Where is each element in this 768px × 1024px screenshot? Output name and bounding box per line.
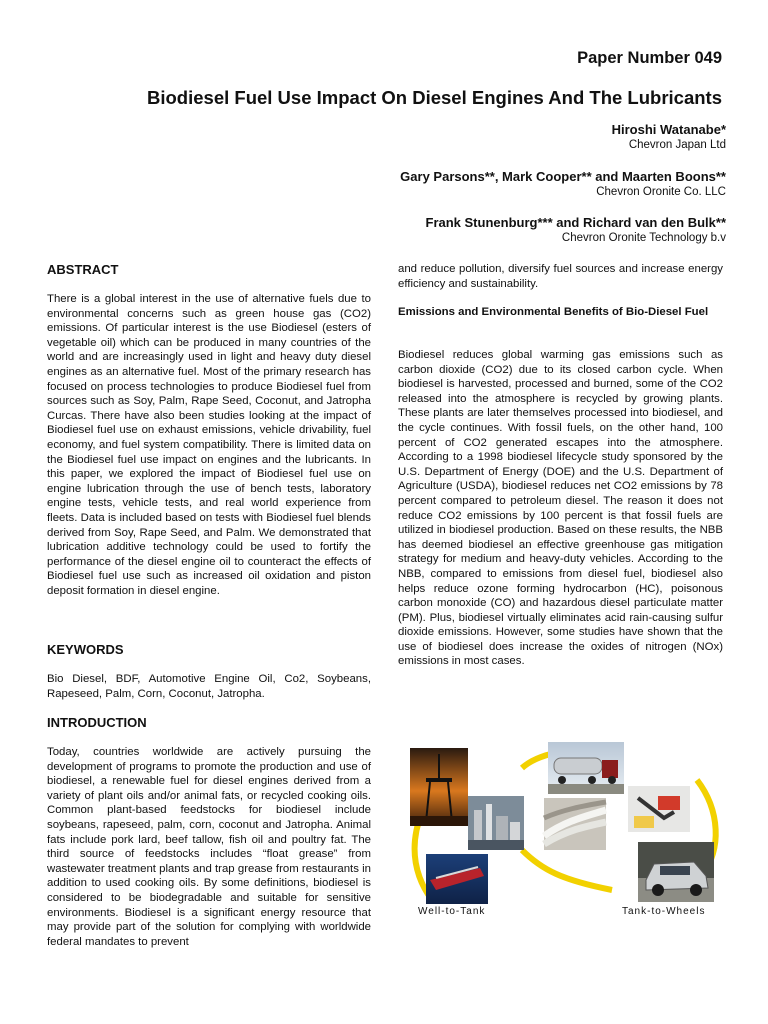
figure-illustration (402, 740, 732, 905)
author-names: Frank Stunenburg*** and Richard van den Bulk** (425, 215, 726, 230)
author-names: Gary Parsons**, Mark Cooper** and Maarten Boons** (400, 169, 726, 184)
tanker-truck-photo (548, 742, 624, 794)
author-block-3 (426, 215, 727, 244)
introduction-continued-text: and reduce pollution, diversify fuel sources and increase energy efficiency and sustainability. (398, 263, 723, 290)
author-block-1 (612, 122, 726, 151)
abstract-heading: ABSTRACT (47, 262, 119, 277)
introduction-text: Today, countries worldwide are actively pursuing the development of programs to promote the production and use of biodiesel, a renewable fuel for diesel engines derived from a variety of plant oils and/or animal fats, or recycled cooking oils. Common plant-based feedstocks for biodiesel include soybeans, rapeseed, palm, corn, coconut and Jatropha. Animal fats include pork lard, beef tallow, fish oil and poultry fat. The third source of feedstocks includes “float grease” from wastewater treatment plants and trap grease from restaurants in addition to used cooking oils. By some definitions, biodiesel is considered to be biodegradable and suitable for sensitive environments. Biodiesel is a significant energy resource that may provide part of the solution for complying with worldwide federal mandates to prevent (47, 746, 371, 948)
tanker-ship-photo (426, 854, 488, 904)
refinery-photo (468, 796, 524, 850)
suv-photo (638, 842, 714, 902)
abstract-text: There is a global interest in the use of alternative fuels due to environmental concerns such as green house gas (CO2) emissions. Of particular interest is the use Biodiesel (esters of vegetable oil) which can be produced in many countries of the world and are increasingly used in light and heavy duty diesel engines as an alternative fuel. Most of the primary research has focused on process technologies to produce Biodiesel fuel from sources such as Soy, Palm, Rape Seed, Coconut, and Jatropha Curcas. There have also been studies looking at the impact of Biodiesel fuel use on exhaust emissions, vehicle drivability, fuel economy, and fuel system compatibility. There is limited data on the Biodiesel fuel use impact on engines and the lubricants. In this paper, we explored the impact of Biodiesel fuel use on engine lubrication through the use of bench tests, laboratory engine tests, vehicle tests, and real world experience from fleets. Data is included based on tests with Biodiesel fuel blends derived from Soy, Rape Seed, and Palm. We demonstrated that lubrication additive technology could be used to fortify the performance of the diesel engine oil to counteract the effects of Biodiesel fuel use such as increased oil oxidation and piston deposit formation in diesel engine. (47, 293, 371, 597)
author-names: Hiroshi Watanabe* (611, 122, 726, 137)
paper-number: Paper Number 049 (577, 49, 722, 67)
emissions-heading: Emissions and Environmental Benefits of Bio-Diesel Fuel (398, 306, 709, 318)
author-affiliation: Chevron Oronite Technology b.v (561, 232, 726, 244)
figure-caption-left: Well-to-Tank (418, 906, 486, 917)
figure-caption-right: Tank-to-Wheels (622, 906, 706, 917)
emissions-text: Biodiesel reduces global warming gas emissions such as carbon dioxide (CO2) due to its closed carbon cycle. When biodiesel is harvested, processed and burned, some of the CO2 released into the atmosphere is recycled by growing plants. These plants are later themselves processed into biodiesel, and the cycle continues. With fossil fuels, on the other hand, 100 percent of CO2 generated escapes into the atmosphere. According to a 1998 biodiesel lifecycle study sponsored by the U.S. Department of Energy (DOE) and the U.S. Department of Agriculture (USDA), biodiesel reduces net CO2 emissions by 78 percent compared to petroleum diesel. The reason it does not reduce CO2 emissions by 100 percent is that fossil fuels are utilized in biodiesel production. Based on these results, the NBB has deemed biodiesel an effective greenhouse gas mitigation strategy for medium and heavy-duty vehicles. According to the NBB, compared to emissions from diesel fuel, biodiesel also helps reduce ozone forming hydrocarbon (HC), poisonous carbon monoxide (CO) and hazardous diesel particulate matter (PM). Plus, biodiesel virtually eliminates acid rain-causing sulfur dioxide emissions. However, some studies have shown that the use of biodiesel does increase the oxides of nitrogen (NOx) emissions in most cases. (398, 349, 723, 668)
author-affiliation: Chevron Oronite Co. LLC (596, 186, 726, 198)
keywords-text: Bio Diesel, BDF, Automotive Engine Oil, Co2, Soybeans, Rapeseed, Palm, Corn, Coconut, Jatropha. (47, 673, 371, 700)
keywords-heading: KEYWORDS (47, 642, 124, 657)
fuel-pump-photo (628, 786, 690, 832)
oil-rig-photo (410, 748, 468, 826)
well-to-wheels-figure (402, 740, 732, 920)
author-affiliation: Chevron Japan Ltd (628, 139, 726, 151)
author-block-2 (400, 169, 726, 198)
paper-title: Biodiesel Fuel Use Impact On Diesel Engines And The Lubricants (147, 87, 722, 108)
flow-arc (522, 850, 612, 890)
pipeline-photo (544, 798, 606, 850)
introduction-heading: INTRODUCTION (47, 715, 147, 730)
